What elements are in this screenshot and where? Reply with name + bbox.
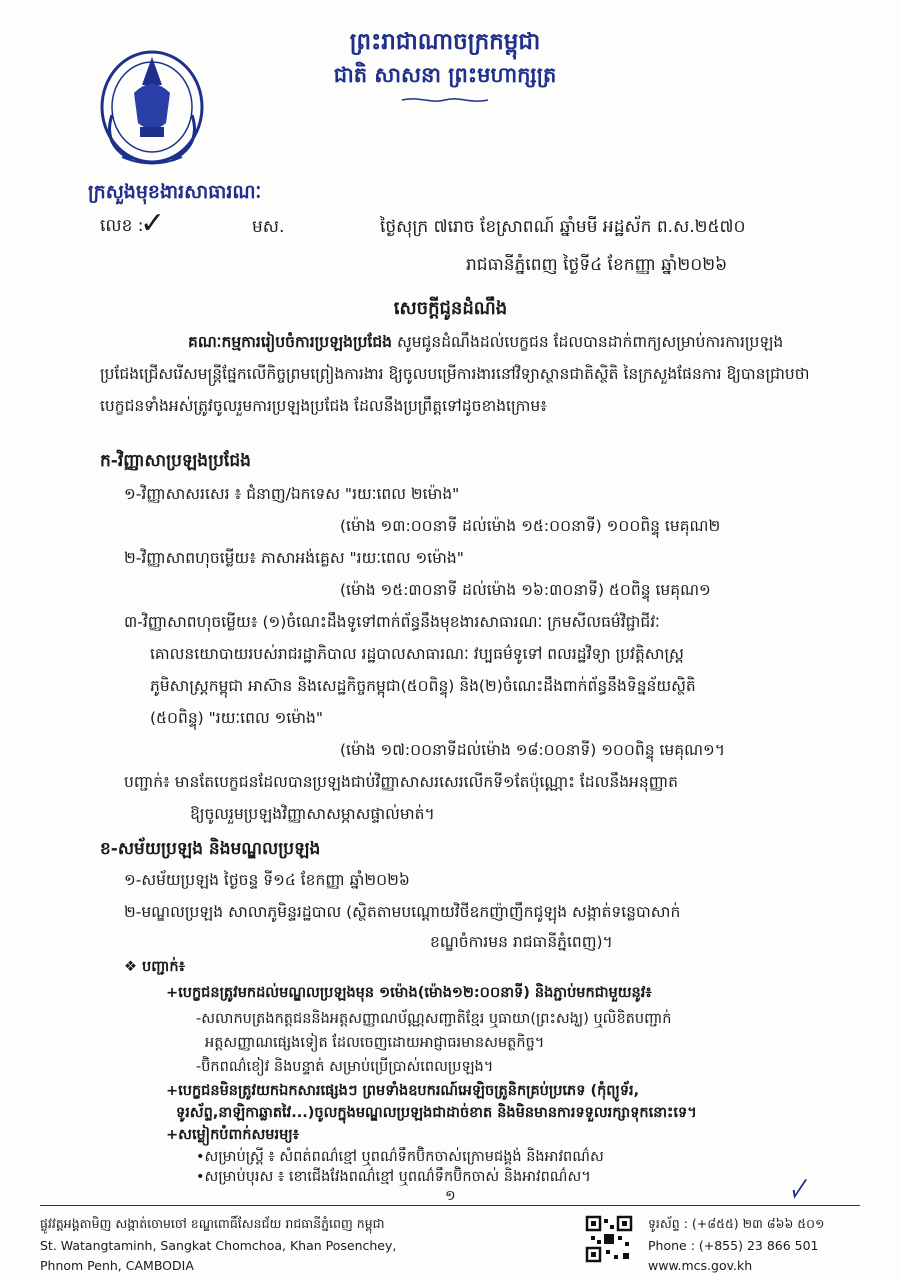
section-a-note-line2: ឱ្យចូលរួមប្រឡងវិញ្ញាសាសម្ភាសផ្ទាល់មាត់។ bbox=[190, 805, 435, 823]
reference-label: លេខ : bbox=[100, 216, 144, 236]
intro-body: សូមជូនដំណឹងដល់បេក្ខជន ដែលបានដាក់ពាក្យសម្រាប់ការការប្រឡងប្រជែងជ្រើសរើសមន្ត្រីផ្នែកលើកិច្ចព្រមព្រៀងការងារ ឱ្យចូលបម្រើការងារនៅវិទ្យាស្ថានជាតិស្ថិតិ នៃក្រសួងផែនការ ឱ្យបានជ្រាបថា បេក្ខជនទាំងអស់ត្រូវចូលរួមការប្រឡងប្រជែង ដែលនឹងប្រព្រឹត្តទៅដូចខាងក្រោម៖ bbox=[100, 333, 810, 415]
remark-devices-line1: +បេក្ខជនមិនត្រូវយកឯកសារផ្សេងៗ ព្រមទាំងឧបករណ៍អេឡិចត្រូនិកគ្រប់ប្រភេទ (កុំព្យូទ័រ, bbox=[166, 1083, 640, 1099]
remark-id-line1: -សលាកបត្រងកត្តជននិងអត្តសញ្ញាណប័ណ្ណសញ្ជាតិខ្មែរ ឬធាយា(ព្រះសង្ឃ) ឬលិខិតបញ្ជាក់ bbox=[196, 1011, 672, 1027]
footer-phone-kh: ទូរស័ព្ទ : (+៨៥៥) ២៣ ៨៦៦ ៥០១ bbox=[648, 1216, 825, 1231]
footer-divider bbox=[40, 1205, 860, 1206]
footer-phone-en: Phone : (+855) 23 866 501 bbox=[648, 1238, 819, 1253]
ministry-seal-logo bbox=[92, 45, 212, 175]
solar-date: រាជធានីភ្នំពេញ ថ្ងៃទី៤ ខែកញ្ញា ឆ្នាំ២០២៦ bbox=[466, 255, 728, 275]
section-a-item3-line3: ភូមិសាស្ត្រកម្ពុជា អាស៊ាន និងសេដ្ឋកិច្ចកម្ពុជា(៥០ពិន្ទុ) និង(២)ចំណេះដឹងពាក់ព័ន្ធនឹងទិន្នន័យស្ថិតិ bbox=[150, 677, 696, 695]
handwritten-initials: ꤶ bbox=[790, 1175, 802, 1205]
footer-website[interactable]: www.mcs.gov.kh bbox=[648, 1258, 753, 1273]
section-a-item2: ២-វិញ្ញាសាពហុចម្លើយ៖ ភាសាអង់គ្លេស "រយៈពេល ១ម៉ោង" bbox=[124, 549, 464, 567]
footer-address-en2: Phnom Penh, CAMBODIA bbox=[40, 1258, 194, 1273]
reference-checkmark: ✓ bbox=[140, 206, 166, 241]
section-a-item3-line1: ៣-វិញ្ញាសាពហុចម្លើយ៖ (១)ចំណេះដឹងទូទៅពាក់ព័ន្ធនឹងមុខងារសាធារណៈ ក្រមសីលធម៌វិជ្ជាជីវៈ bbox=[124, 613, 660, 631]
national-motto: ជាតិ សាសនា ព្រះមហាក្សត្រ bbox=[333, 63, 557, 87]
section-a-item3-line2: គោលនយោបាយរបស់រាជរដ្ឋាភិបាល រដ្ឋបាលសាធារណៈ វប្បធម៌ទូទៅ ពលរដ្ឋវិទ្យា ប្រវត្តិសាស្ត្រ bbox=[150, 645, 684, 663]
remark-devices-line2: ទូរស័ព្ទ,នាឡិកាឆ្លាតវៃ...)ចូលក្នុងមណ្ឌលប្រឡងជាដាច់ខាត និងមិនមានការទទួលរក្សាទុកនោះទេ។ bbox=[176, 1105, 697, 1121]
ornament-divider bbox=[400, 96, 490, 104]
reference-suffix: មស. bbox=[252, 217, 285, 237]
section-b-item2-line1: ២-មណ្ឌលប្រឡង សាលាភូមិន្ទរដ្ឋបាល (ស្ថិតតាមបណ្តោយវិថីឧកញ៉ាញឹកជូឡុង សង្កាត់ទន្លេបាសាក់ bbox=[124, 903, 681, 921]
remark-pen: -ប៊ិកពណ៌ខៀវ និងបន្ទាត់ សម្រាប់ប្រើប្រាស់ពេលប្រឡង។ bbox=[196, 1059, 494, 1075]
remarks-heading: ❖ បញ្ជាក់៖ bbox=[124, 959, 185, 975]
ministry-name: ក្រសួងមុខងារសាធារណៈ bbox=[88, 181, 262, 203]
remark-attire-men: •សម្រាប់បុរស ៖ ខោជើងវែងពណ៌ខ្មៅ ឬពណ៌ទឹកប៊ិកចាស់ និងអាវពណ៌ស។ bbox=[196, 1169, 591, 1185]
page-number: ១ bbox=[445, 1188, 456, 1204]
lunar-date: ថ្ងៃសុក្រ ៧រោច ខែស្រាពណ៍ ឆ្នាំមមី អដ្ឋស័ក ព.ស.២៥៧០ bbox=[380, 217, 746, 237]
remark-arrival: +បេក្ខជនត្រូវមកដល់មណ្ឌលប្រឡងមុន ១ម៉ោង(ម៉ោង១២:០០នាទី) និងភ្ជាប់មកជាមួយនូវ៖ bbox=[166, 985, 652, 1001]
remark-id-line2: អត្តសញ្ញាណផ្សេងទៀត ដែលចេញដោយអាជ្ញាធរមានសមត្ថកិច្ច។ bbox=[205, 1035, 545, 1051]
section-b-heading: ខ-សម័យប្រឡង និងមណ្ឌលប្រឡង bbox=[100, 839, 321, 859]
section-a-item1: ១-វិញ្ញាសាសរសេរ ៖ ជំនាញ/ឯកទេស "រយៈពេល ២ម៉ោង" bbox=[124, 485, 460, 503]
footer-address-kh: ផ្លូវវត្តអង្គតាមិញ សង្កាត់ចោមចៅ ខណ្ឌពោធិ៍សែនជ័យ រាជធានីភ្នំពេញ កម្ពុជា bbox=[40, 1216, 385, 1231]
kingdom-heading: ព្រះរាជាណាចក្រកម្ពុជា bbox=[349, 29, 541, 55]
qr-code-icon bbox=[585, 1215, 633, 1263]
section-a-item3-line4: (៥០ពិន្ទុ) "រយៈពេល ១ម៉ោង" bbox=[150, 709, 324, 727]
section-a-heading: ក-វិញ្ញាសាប្រឡងប្រជែង bbox=[100, 451, 251, 471]
section-a-item2-time: (ម៉ោង ១៥:៣០នាទី ដល់ម៉ោង ១៦:៣០នាទី) ៥០ពិន្ទុ មេគុណ១ bbox=[340, 581, 711, 599]
section-b-item1: ១-សម័យប្រឡង ថ្ងៃចន្ទ ទី១៤ ខែកញ្ញា ឆ្នាំ២០២៦ bbox=[124, 871, 410, 889]
section-a-note-line1: បញ្ជាក់៖ មានតែបេក្ខជនដែលបានប្រឡងជាប់វិញ្ញាសាសរសេរលើកទី១តែប៉ុណ្ណោះ ដែលនឹងអនុញ្ញាត bbox=[124, 773, 678, 791]
remark-attire-women: •សម្រាប់ស្ត្រី ៖ សំពត់ពណ៌ខ្មៅ ឬពណ៌ទឹកប៊ិកចាស់ក្រោមជង្គង់ និងអាវពណ៌ស bbox=[196, 1149, 604, 1165]
footer-address-en1: St. Watangtaminh, Sangkat Chomchoa, Khan Posenchey, bbox=[40, 1238, 397, 1253]
section-b-item2-line2: ខណ្ឌចំការមន រាជធានីភ្នំពេញ)។ bbox=[430, 933, 613, 951]
intro-lead: គណៈកម្មការរៀបចំការប្រឡងប្រជែង bbox=[188, 333, 393, 351]
notice-intro bbox=[100, 326, 812, 422]
section-a-item1-time: (ម៉ោង ១៣:០០នាទី ដល់ម៉ោង ១៥:០០នាទី) ១០០ពិន្ទុ មេគុណ២ bbox=[340, 517, 721, 535]
notice-title: សេចក្តីជូនដំណឹង bbox=[393, 298, 508, 319]
section-a-item3-time: (ម៉ោង ១៧:០០នាទីដល់ម៉ោង ១៨:០០នាទី) ១០០ពិន្ទុ មេគុណ១។ bbox=[340, 741, 725, 759]
remark-attire: +សម្លៀកបំពាក់សមរម្យ៖ bbox=[166, 1127, 300, 1143]
